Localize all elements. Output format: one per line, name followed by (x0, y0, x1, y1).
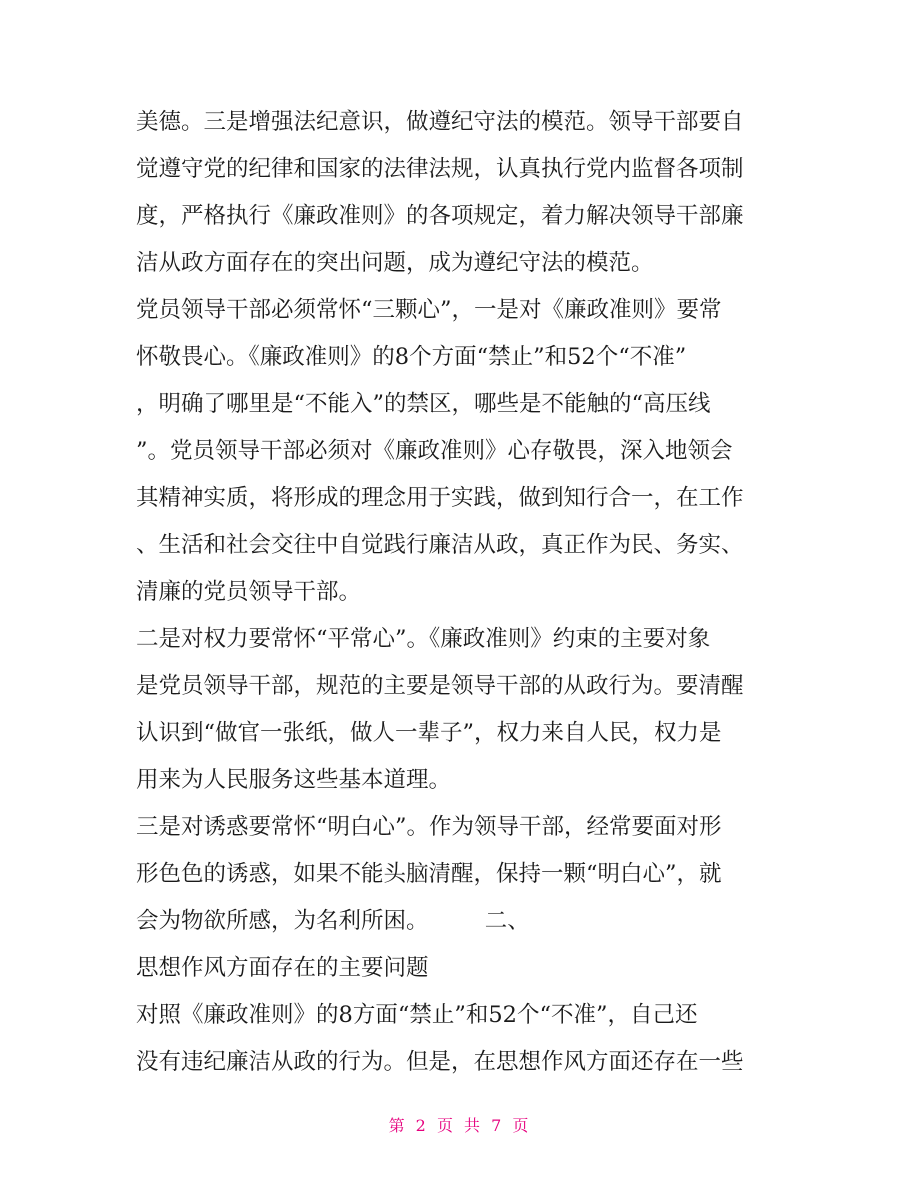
text-line: 会为物欲所感，为名利所困。 二、 (136, 908, 530, 934)
text-line: ”。党员领导干部必须对《廉政准则》心存敬畏，深入地领会 (136, 438, 733, 464)
text-line: 、生活和社会交往中自觉践行廉洁从政，真正作为民、务实、 (136, 532, 744, 558)
text-line: 二是对权力要常怀“平常心”。《廉政准则》约束的主要对象 (136, 626, 711, 652)
text-line: 美德。三是增强法纪意识，做遵纪守法的模范。领导干部要自 (136, 109, 744, 135)
text-line: 没有违纪廉洁从政的行为。但是，在思想作风方面还存在一些 (136, 1049, 744, 1075)
text-line: 认识到“做官一张纸，做人一辈子”，权力来自人民，权力是 (136, 720, 722, 746)
section-heading: 思想作风方面存在的主要问题 (136, 955, 429, 981)
page-number: 第 2 页 共 7 页 (388, 1116, 532, 1135)
text-line: ，明确了哪里是“不能入”的禁区，哪些是不能触的“高压线 (136, 391, 711, 417)
text-line: 是党员领导干部，规范的主要是领导干部的从政行为。要清醒 (136, 673, 744, 699)
text-line: 其精神实质，将形成的理念用于实践，做到知行合一，在工作 (136, 485, 744, 511)
text-line: 洁从政方面存在的突出问题，成为遵纪守法的模范。 (136, 250, 654, 276)
text-line: 党员领导干部必须常怀“三颗心”，一是对《廉政准则》要常 (136, 297, 722, 323)
text-line: 用来为人民服务这些基本道理。 (136, 767, 452, 793)
text-line: 形色色的诱惑，如果不能头脑清醒，保持一颗“明白心”，就 (136, 861, 722, 887)
text-line: 度，严格执行《廉政准则》的各项规定，着力解决领导干部廉 (136, 203, 744, 229)
text-line: 对照《廉政准则》的8方面“禁止”和52个“不准”，自己还 (136, 1002, 698, 1028)
text-line: 清廉的党员领导干部。 (136, 579, 362, 605)
text-line: 怀敬畏心。《廉政准则》的8个方面“禁止”和52个“不准” (136, 344, 687, 370)
text-line: 觉遵守党的纪律和国家的法律法规，认真执行党内监督各项制 (136, 156, 744, 182)
text-line: 三是对诱惑要常怀“明白心”。作为领导干部，经常要面对形 (136, 814, 722, 840)
